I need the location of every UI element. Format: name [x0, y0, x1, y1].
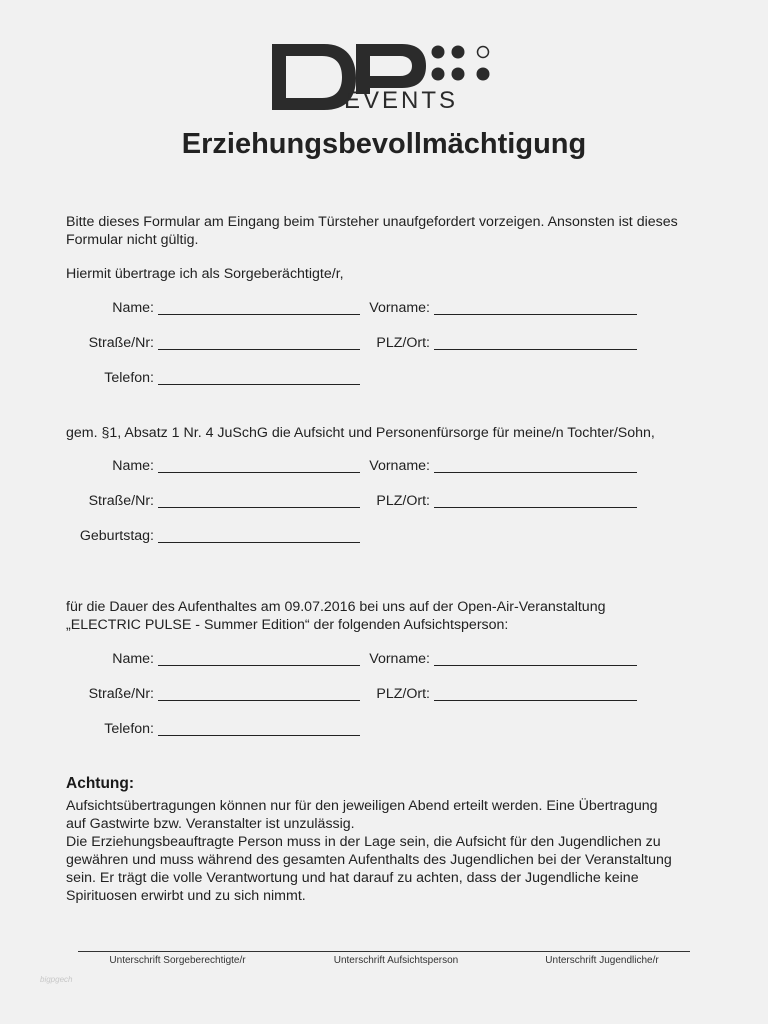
form-row — [0, 528, 768, 548]
page-title: Erziehungsbevollmächtigung — [181, 128, 587, 160]
field-label: PLZ/Ort: — [376, 335, 430, 351]
form-row — [0, 300, 768, 320]
signature-label-aufsichtsperson: Unterschrift Aufsichtsperson — [333, 955, 459, 966]
field-label: Vorname: — [369, 458, 430, 474]
form-row — [0, 335, 768, 355]
achtung-heading: Achtung: — [66, 775, 135, 792]
form-row — [0, 686, 768, 706]
field-label: Name: — [112, 651, 154, 667]
form-row — [0, 721, 768, 741]
aufsicht-telefon-field[interactable] — [158, 721, 360, 736]
form-row — [0, 651, 768, 671]
intro-line-3: Hiermit übertrage ich als Sorgeberächtigte/r, — [66, 266, 344, 282]
signature-label-jugendliche: Unterschrift Jugendliche/r — [545, 955, 659, 966]
achtung-line: Spirituosen erwirbt und zu sich nimmt. — [66, 888, 306, 904]
logo-events-text: EVENTS — [344, 87, 459, 112]
form-row — [0, 458, 768, 478]
field-label: Vorname: — [369, 300, 430, 316]
law-text: gem. §1, Absatz 1 Nr. 4 JuSchG die Aufsicht und Personenfürsorge für meine/n Tochter/Sohn, — [66, 425, 655, 441]
logo-dot — [452, 46, 465, 59]
jugendliche-vorname-field[interactable] — [434, 458, 637, 473]
logo-dot — [452, 68, 465, 81]
field-label: Telefon: — [104, 370, 154, 386]
jugendliche-plz-field[interactable] — [434, 493, 637, 508]
field-label: Geburtstag: — [79, 528, 154, 544]
jugendliche-geburtstag-field[interactable] — [158, 528, 360, 543]
dp-events-logo — [272, 42, 498, 112]
sorgeberechtigte-plz-field[interactable] — [434, 335, 637, 350]
field-label: Straße/Nr: — [88, 335, 154, 351]
logo-dot — [432, 68, 445, 81]
event-text-line-1: für die Dauer des Aufenthaltes am 09.07.2016 bei uns auf der Open-Air-Veranstaltung — [66, 599, 606, 615]
field-label: PLZ/Ort: — [376, 686, 430, 702]
achtung-line: Die Erziehungsbeauftragte Person muss in der Lage sein, die Aufsicht für den Jugendlichen zu — [66, 834, 661, 850]
aufsicht-vorname-field[interactable] — [434, 651, 637, 666]
form-row — [0, 493, 768, 513]
field-label: Name: — [112, 458, 154, 474]
sorgeberechtigte-telefon-field[interactable] — [158, 370, 360, 385]
field-label: PLZ/Ort: — [376, 493, 430, 509]
signature-label-sorgeberechtigte: Unterschrift Sorgeberechtigte/r — [109, 955, 246, 966]
field-label: Telefon: — [104, 721, 154, 737]
field-label: Straße/Nr: — [88, 686, 154, 702]
sorgeberechtigte-vorname-field[interactable] — [434, 300, 637, 315]
logo-dot — [432, 46, 445, 59]
intro-line-2: Formular nicht gültig. — [66, 232, 199, 248]
field-label: Vorname: — [369, 651, 430, 667]
event-text-line-2: „ELECTRIC PULSE - Summer Edition“ der folgenden Aufsichtsperson: — [66, 617, 509, 633]
intro-line-1: Bitte dieses Formular am Eingang beim Türsteher unaufgefordert vorzeigen. Ansonsten ist dieses — [66, 214, 678, 230]
logo-dot — [478, 47, 489, 58]
achtung-line: sein. Er trägt die volle Verantwortung und hat darauf zu achten, dass der Jugendliche keine — [66, 870, 639, 886]
form-row — [0, 370, 768, 390]
field-label: Straße/Nr: — [88, 493, 154, 509]
field-label: Name: — [112, 300, 154, 316]
aufsicht-plz-field[interactable] — [434, 686, 637, 701]
achtung-line: gewähren und muss während des gesamten Aufenthalts des Jugendlichen bei der Veranstaltung — [66, 852, 672, 868]
signature-line[interactable] — [78, 951, 690, 952]
achtung-line: Aufsichtsübertragungen können nur für den jeweiligen Abend erteilt werden. Eine Übertragung — [66, 798, 658, 814]
watermark: bigpgech — [40, 975, 73, 984]
logo-dot — [477, 68, 490, 81]
achtung-line: auf Gastwirte bzw. Veranstalter ist unzulässig. — [66, 816, 355, 832]
